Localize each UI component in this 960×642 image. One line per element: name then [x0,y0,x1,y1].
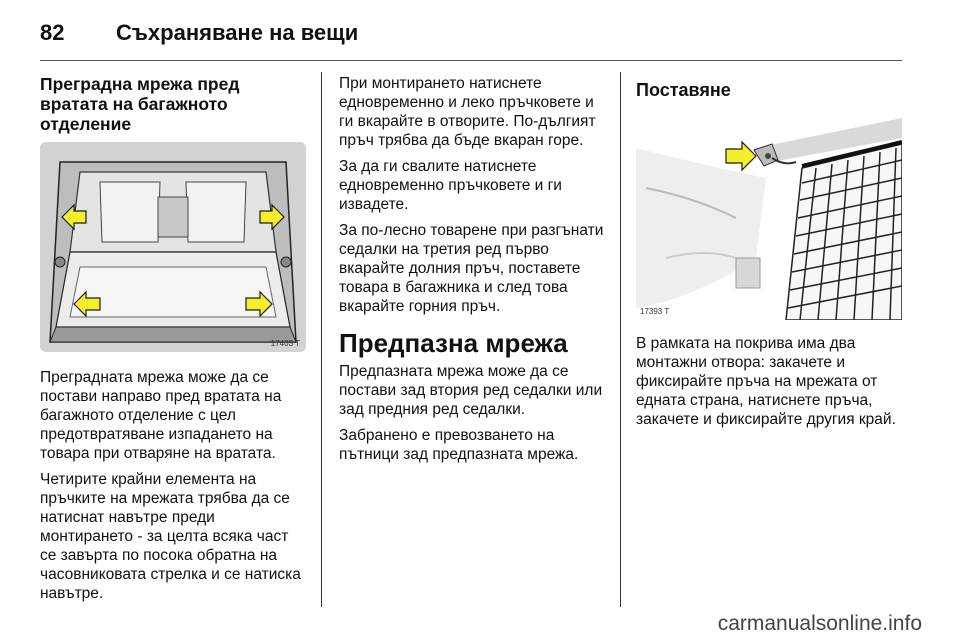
paragraph: При монтирането натиснете едновременно и леко пръчковете и ги вкарайте в отворите. По-дългият пръч трябва да бъде вкаран горе. [339,75,596,149]
net-grid [786,144,902,320]
column-divider-2 [620,72,621,607]
paragraph: Четирите крайни елемента на пръчките на мрежата трябва да се натиснат навътре преди монтирането - за целта всяка част се завърта по посока обратна на часовниковата стрелка и се натиска навътре. [40,471,301,602]
cargo-area-drawing [40,142,306,352]
chapter-title: Съхраняване на вещи [116,20,359,45]
header-divider [40,60,902,61]
column-2 [339,74,609,471]
paragraph: В рамката на покрива има два монтажни отвора: закачете и фиксирайте пръча на мрежата от едната страна, натиснете пръча, закачете и фиксирайте другия край. [636,335,896,428]
paragraph: Забранено е превозването на пътници зад предпазната мрежа. [339,427,579,463]
section-heading-rear-net: Преградна мрежа пред вратата на багажното отделение [40,74,240,134]
column-1 [40,74,308,610]
page-number: 82 [40,20,65,45]
net-mounting-drawing [636,108,902,320]
section-heading-installation: Поставяне [636,80,731,100]
column-divider-1 [321,72,322,607]
page-header [40,14,920,50]
paragraph: Предпазната мрежа може да се постави зад втория ред седалки или зад предния ред седалки. [339,363,603,418]
paragraph: Преградната мрежа може да се постави направо пред вратата на багажното отделение с цел предотвратяване изпадането на товара при отваряне на вратата. [40,369,282,462]
watermark: carmanualsonline.info [717,612,922,635]
paragraph: За да ги свалите натиснете едновременно пръчковете и ги извадете. [339,158,562,213]
figure-code: 17393 T [640,307,670,316]
paragraph: За по-лесно товарене при разгънати седалки на третия ред първо вкарайте долния пръч, поставете товара в багажника и след това вкарайте горния пръч. [339,222,604,315]
figure-code: 17403 T [270,339,300,348]
column-3 [636,74,908,436]
section-heading-safety-net: Предпазна мрежа [339,328,568,358]
cargo-area-illustration [40,142,306,352]
net-mounting-illustration [636,108,902,320]
